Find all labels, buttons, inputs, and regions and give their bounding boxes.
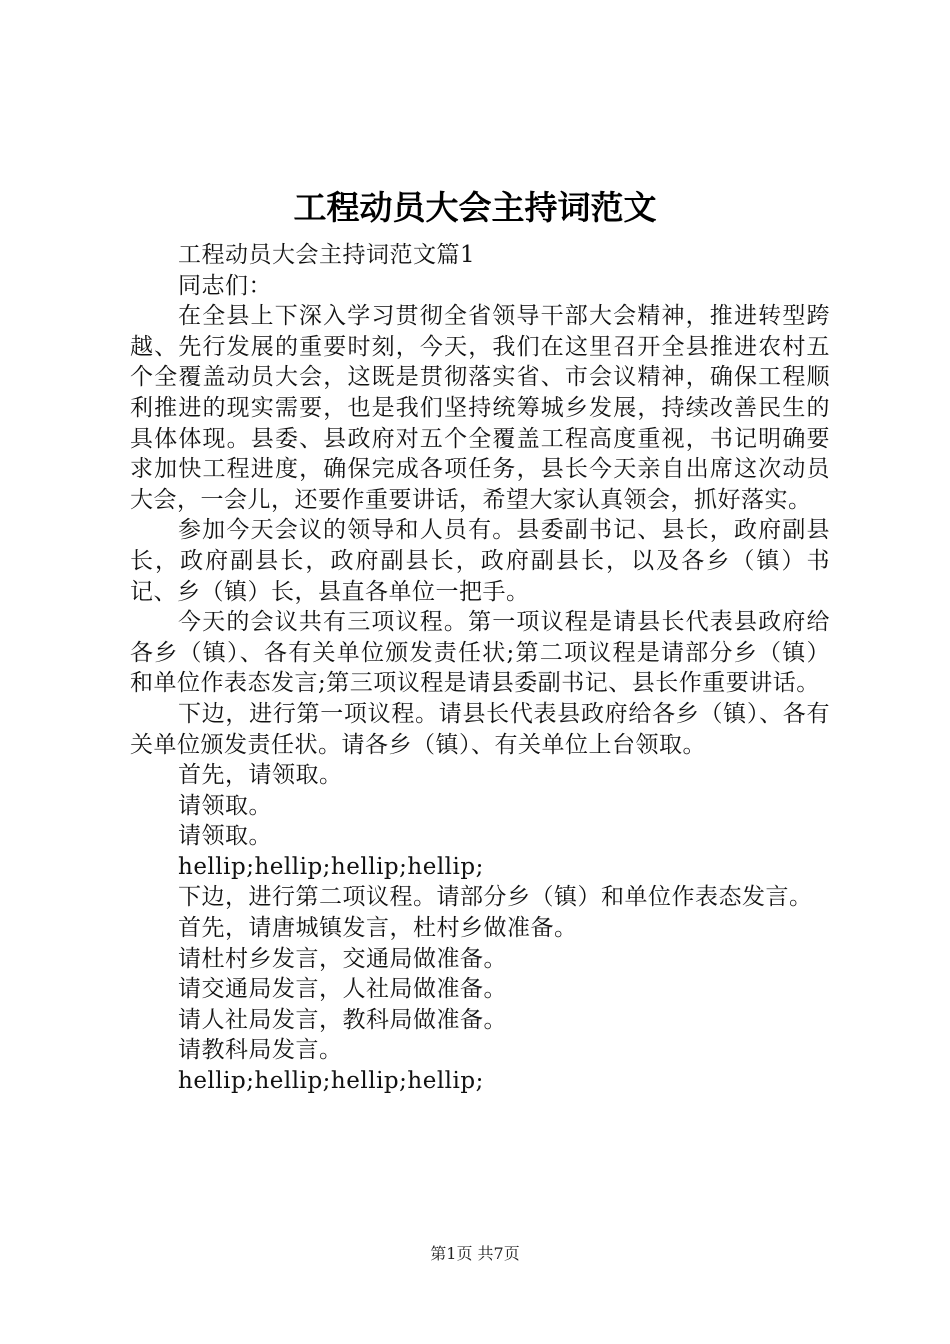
paragraph: 下边，进行第一项议程。请县长代表县政府给各乡（镇）、各有关单位颁发责任状。请各乡（镇）、有关单位上台领取。 (130, 700, 830, 758)
paragraph: 请人社局发言，教科局做准备。 (178, 1006, 507, 1033)
document-body (130, 240, 830, 1097)
paragraph-salutation: 同志们： (178, 272, 272, 299)
paragraph: 请领取。 (178, 823, 272, 850)
paragraph: 请领取。 (178, 792, 272, 819)
paragraph-heading: 工程动员大会主持词范文篇1 (178, 242, 476, 268)
paragraph: hellip;hellip;hellip;hellip; (178, 853, 484, 880)
paragraph: 请杜村乡发言，交通局做准备。 (178, 945, 507, 972)
paragraph: 请教科局发言。 (178, 1037, 343, 1064)
paragraph: 今天的会议共有三项议程。第一项议程是请县长代表县政府给各乡（镇）、各有关单位颁发责任状;第二项议程是请部分乡（镇）和单位作表态发言;第三项议程是请县委副书记、县长作重要讲话。 (130, 609, 830, 697)
document-title: 工程动员大会主持词范文 (293, 188, 657, 227)
paragraph: 下边，进行第二项议程。请部分乡（镇）和单位作表态发言。 (178, 884, 813, 911)
paragraph: 请交通局发言，人社局做准备。 (178, 976, 507, 1003)
paragraph: 参加今天会议的领导和人员有。县委副书记、县长，政府副县长，政府副县长，政府副县长，政府副县长，以及各乡（镇）书记、乡（镇）长，县直各单位一把手。 (130, 517, 830, 605)
paragraph: 首先，请唐城镇发言，杜村乡做准备。 (178, 915, 578, 942)
paragraph: hellip;hellip;hellip;hellip; (178, 1068, 484, 1095)
paragraph: 在全县上下深入学习贯彻全省领导干部大会精神，推进转型跨越、先行发展的重要时刻，今天，我们在这里召开全县推进农村五个全覆盖动员大会，这既是贯彻落实省、市会议精神，确保工程顺利推进的现实需要，也是我们坚持统筹城乡发展，持续改善民生的具体体现。县委、县政府对五个全覆盖工程高度重视，书记明确要求加快工程进度，确保完成各项任务，县长今天亲自出席这次动员大会，一会儿，还要作重要讲话，希望大家认真领会，抓好落实。 (130, 303, 830, 513)
page-footer: 第1页 共7页 (430, 1244, 520, 1263)
paragraph: 首先，请领取。 (178, 762, 343, 789)
